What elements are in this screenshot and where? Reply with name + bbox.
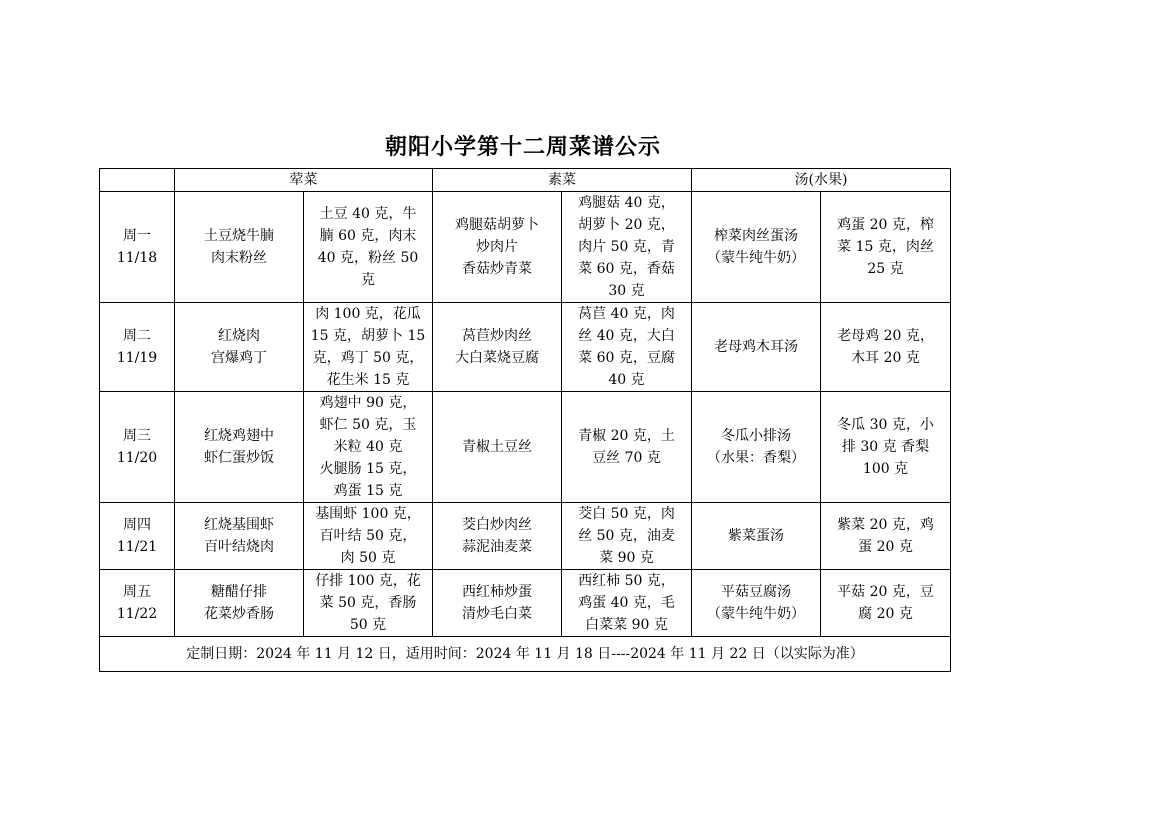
header-veg: 素菜: [433, 169, 692, 192]
day-cell: [100, 503, 175, 570]
cell-line: 克，鸡丁 50 克，: [312, 350, 424, 366]
veg-dish-cell: [433, 392, 562, 503]
footer-note: 定制日期：2024 年 11 月 12 日，适用时间：2024 年 11 月 18 日----2024 年 11 月 22 日（以实际为准）: [100, 637, 951, 672]
header-meat: 荤菜: [175, 169, 433, 192]
cell-line: 腐 20 克: [858, 606, 913, 622]
cell-line: 平菇 20 克，豆: [837, 584, 934, 600]
day-cell: [100, 303, 175, 392]
veg-dish-cell: [433, 503, 562, 570]
meat-ingredients-cell: [304, 192, 433, 303]
day-cell: [100, 570, 175, 637]
veg-dish-cell: [433, 570, 562, 637]
soup-ingredients-cell: [821, 392, 951, 503]
cell-line: 蒜泥油麦菜: [462, 539, 532, 555]
cell-line: 25 克: [867, 261, 904, 277]
cell-line: 腩 60 克，肉末: [319, 228, 417, 244]
cell-line: 肉末粉丝: [211, 250, 267, 266]
cell-line: 冬瓜小排汤: [721, 428, 791, 444]
cell-line: 11/19: [116, 350, 158, 366]
cell-line: 40 克，粉丝 50: [317, 250, 419, 266]
cell-line: 百叶结 50 克，: [319, 528, 417, 544]
cell-line: 西红柿炒蛋: [462, 584, 532, 600]
meat-dish-cell: [175, 303, 304, 392]
cell-line: 鸡蛋 20 克，榨: [837, 217, 934, 233]
menu-row: [100, 392, 951, 503]
meat-dish-cell: [175, 570, 304, 637]
cell-line: 火腿肠 15 克，: [319, 461, 417, 477]
cell-line: 肉 50 克: [340, 550, 396, 566]
cell-line: 虾仁 50 克，玉: [319, 417, 417, 433]
cell-line: 莴苣炒肉丝: [462, 328, 532, 344]
cell-line: 冬瓜 30 克，小: [837, 417, 934, 433]
soup-ingredients-cell: [821, 192, 951, 303]
veg-ingredients-cell: [562, 503, 692, 570]
menu-body: [100, 192, 951, 637]
day-cell: [100, 392, 175, 503]
cell-line: 克: [361, 272, 375, 288]
meat-ingredients-cell: [304, 392, 433, 503]
cell-line: 土豆 40 克，牛: [319, 206, 417, 222]
cell-line: 西红柿 50 克，: [578, 573, 675, 589]
cell-line: 周二: [123, 328, 151, 344]
cell-line: 菜 60 克，豆腐: [578, 350, 675, 366]
cell-line: 鸡腿菇胡萝卜: [455, 217, 539, 233]
cell-line: 糖醋仔排: [211, 584, 267, 600]
cell-line: 菜 90 克: [599, 550, 654, 566]
veg-ingredients-cell: [562, 392, 692, 503]
cell-line: 周五: [123, 584, 151, 600]
cell-line: 大白菜烧豆腐: [455, 350, 539, 366]
menu-row: [100, 303, 951, 392]
cell-line: （蒙牛纯牛奶）: [707, 606, 805, 622]
header-row: [100, 169, 951, 192]
cell-line: 紫菜蛋汤: [728, 528, 784, 544]
cell-line: 菜 60 克，香菇: [578, 261, 675, 277]
cell-line: 白菜菜 90 克: [585, 617, 668, 633]
cell-line: 红烧肉: [218, 328, 260, 344]
menu-table: [99, 168, 951, 672]
cell-line: 虾仁蛋炒饭: [204, 450, 274, 466]
meat-ingredients-cell: [304, 303, 433, 392]
cell-line: 莴苣 40 克，肉: [578, 306, 675, 322]
cell-line: 周四: [123, 517, 151, 533]
page-title: 朝阳小学第十二周菜谱公示: [384, 135, 661, 160]
cell-line: 木耳 20 克: [851, 350, 920, 366]
cell-line: 青椒 20 克，土: [578, 428, 675, 444]
cell-line: 肉 100 克，花瓜: [315, 306, 421, 322]
cell-line: 30 克: [608, 283, 645, 299]
cell-line: 胡萝卜 20 克，: [578, 217, 675, 233]
cell-line: 平菇豆腐汤: [721, 584, 791, 600]
cell-line: 11/21: [116, 539, 158, 555]
cell-line: 排 30 克 香梨: [841, 439, 930, 455]
menu-row: [100, 503, 951, 570]
cell-line: 茭白 50 克，肉: [578, 506, 675, 522]
soup-ingredients-cell: [821, 503, 951, 570]
menu-row: [100, 192, 951, 303]
cell-line: 丝 50 克，油麦: [578, 528, 675, 544]
cell-line: 榨菜肉丝蛋汤: [714, 228, 798, 244]
veg-ingredients-cell: [562, 192, 692, 303]
cell-line: 菜 15 克，肉丝: [837, 239, 934, 255]
veg-ingredients-cell: [562, 303, 692, 392]
cell-line: 老母鸡 20 克，: [837, 328, 934, 344]
cell-line: 鸡翅中 90 克，: [319, 395, 417, 411]
cell-line: 鸡蛋 40 克，毛: [578, 595, 675, 611]
menu-row: [100, 570, 951, 637]
cell-line: 肉片 50 克，青: [578, 239, 675, 255]
cell-line: 香菇炒青菜: [462, 261, 532, 277]
cell-line: 红烧鸡翅中: [204, 428, 274, 444]
day-cell: [100, 192, 175, 303]
soup-ingredients-cell: [821, 570, 951, 637]
cell-line: 红烧基围虾: [204, 517, 274, 533]
cell-line: 老母鸡木耳汤: [714, 339, 798, 355]
cell-line: 15 克，胡萝卜 15: [310, 328, 426, 344]
cell-line: 仔排 100 克，花: [315, 573, 421, 589]
cell-line: 宫爆鸡丁: [211, 350, 267, 366]
cell-line: 蛋 20 克: [858, 539, 913, 555]
cell-line: 11/22: [116, 606, 158, 622]
cell-line: 清炒毛白菜: [462, 606, 532, 622]
cell-line: 花生米 15 克: [326, 372, 410, 388]
soup-dish-cell: [692, 303, 821, 392]
cell-line: （蒙牛纯牛奶）: [707, 250, 805, 266]
cell-line: 茭白炒肉丝: [462, 517, 532, 533]
cell-line: （水果：香梨）: [707, 450, 805, 466]
cell-line: 土豆烧牛腩: [204, 228, 274, 244]
header-day: [100, 169, 175, 192]
cell-line: 100 克: [862, 461, 909, 477]
veg-ingredients-cell: [562, 570, 692, 637]
cell-line: 50 克: [349, 617, 387, 633]
cell-line: 青椒土豆丝: [462, 439, 532, 455]
footer-row: [100, 637, 951, 672]
veg-dish-cell: [433, 192, 562, 303]
cell-line: 菜 50 克，香肠: [319, 595, 417, 611]
cell-line: 周三: [123, 428, 151, 444]
cell-line: 米粒 40 克: [333, 439, 403, 455]
meat-dish-cell: [175, 392, 304, 503]
cell-line: 豆丝 70 克: [592, 450, 661, 466]
cell-line: 丝 40 克，大白: [578, 328, 675, 344]
cell-line: 花菜炒香肠: [204, 606, 274, 622]
cell-line: 11/18: [116, 250, 158, 266]
meat-ingredients-cell: [304, 503, 433, 570]
meat-dish-cell: [175, 192, 304, 303]
meat-dish-cell: [175, 503, 304, 570]
header-soup: 汤(水果): [692, 169, 951, 192]
cell-line: 炒肉片: [476, 239, 518, 255]
soup-ingredients-cell: [821, 303, 951, 392]
cell-line: 紫菜 20 克，鸡: [837, 517, 934, 533]
cell-line: 11/20: [116, 450, 158, 466]
cell-line: 基围虾 100 克，: [315, 506, 421, 522]
cell-line: 周一: [123, 228, 151, 244]
cell-line: 鸡腿菇 40 克，: [578, 195, 675, 211]
soup-dish-cell: [692, 392, 821, 503]
cell-line: 40 克: [608, 372, 645, 388]
cell-line: 百叶结烧肉: [204, 539, 274, 555]
meat-ingredients-cell: [304, 570, 433, 637]
soup-dish-cell: [692, 192, 821, 303]
veg-dish-cell: [433, 303, 562, 392]
soup-dish-cell: [692, 503, 821, 570]
cell-line: 鸡蛋 15 克: [333, 483, 403, 499]
soup-dish-cell: [692, 570, 821, 637]
